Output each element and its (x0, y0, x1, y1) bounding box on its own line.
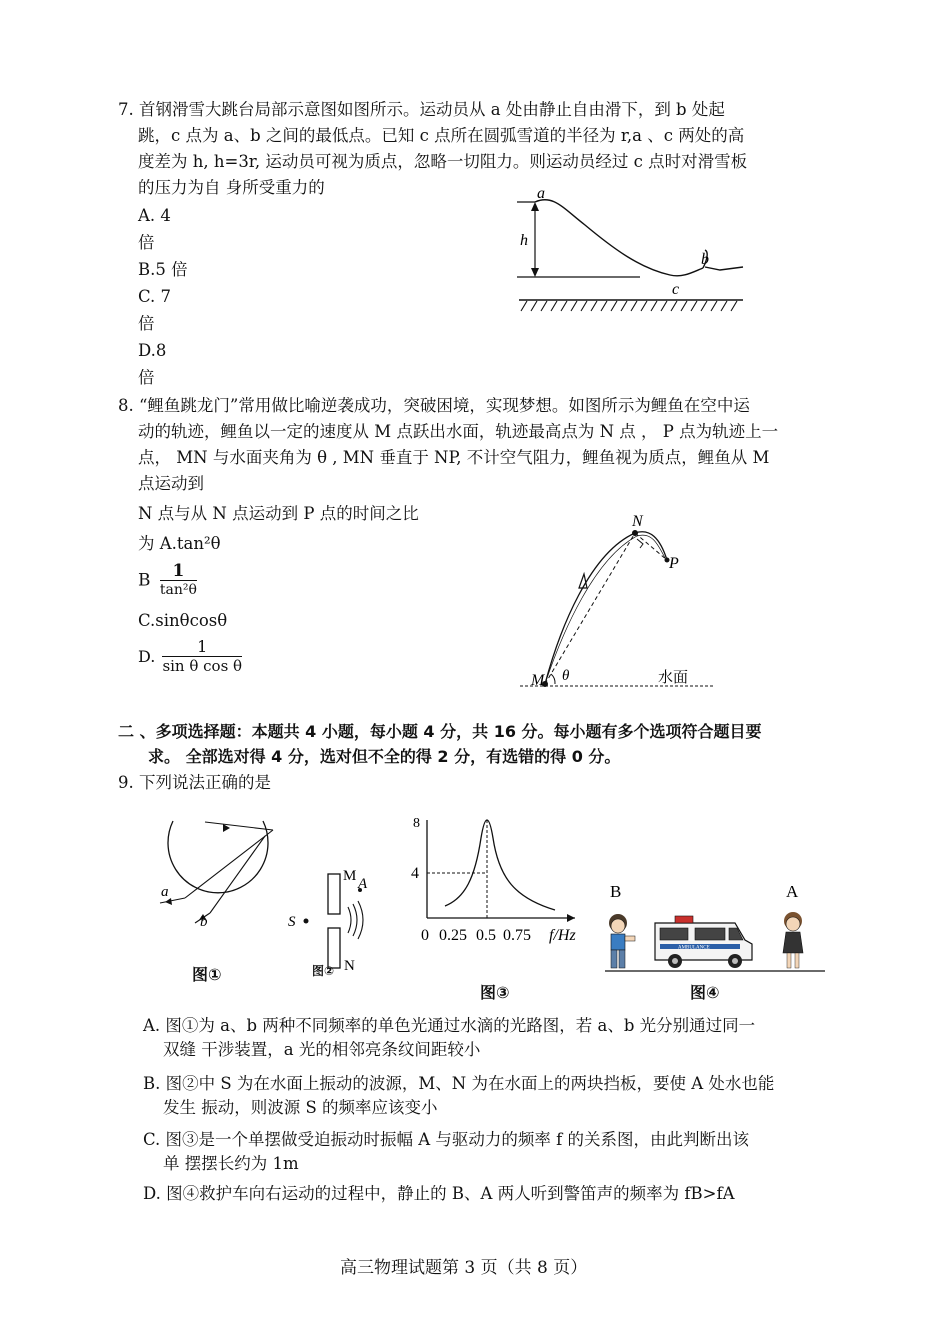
fig3-x-label-05: 0.5 (476, 927, 496, 944)
label-n: N (632, 513, 643, 530)
q7-option-d: D.8 (138, 341, 167, 360)
label-theta: θ (562, 668, 570, 684)
q9-option-c-line-2: 单 摆摆长约为 1m (163, 1154, 299, 1173)
q8-line-2: 动的轨迹，鲤鱼以一定的速度从 M 点跃出水面，轨迹最高点为 N 点 ， P 点为轨迹上一 (138, 422, 779, 441)
q9-option-b-line-1: B. 图②中 S 为在水面上振动的波源，M、N 为在水面上的两块挡板，要使 A 处水也能 (143, 1074, 775, 1093)
label-h: h (520, 232, 528, 249)
q7-option-a: A. 4 (138, 206, 171, 225)
q9-option-a-line-2: 双缝 干涉装置，a 光的相邻亮条纹间距较小 (163, 1040, 481, 1059)
label-water-surface: 水面 (658, 670, 689, 686)
page-footer: 高三物理试题第 3 页（共 8 页） (340, 1258, 588, 1278)
q7-line-4: 的压力为自 身所受重力的 (138, 178, 325, 197)
q8-line-4: 点运动到 (138, 474, 204, 493)
q8-line-1: 8. “鲤鱼跳龙门”常用做比喻逆袭成功，突破困境，实现梦想。如图所示为鲤鱼在空中运 (118, 396, 750, 415)
fig1-label-b: b (200, 914, 208, 930)
q8-line-5: N 点与从 N 点运动到 P 点的时间之比 (138, 504, 419, 523)
ski-slope-figure (505, 180, 755, 315)
q8-option-b-denominator: tan²θ (159, 582, 197, 598)
figure-1-water-drop (155, 818, 280, 933)
q9-option-a-line-1: A. 图①为 a、b 两种不同频率的单色光通过水滴的光路图，若 a、b 光分别通过同一 (143, 1016, 756, 1035)
section2-line-2: 求。 全部选对得 4 分，选对但不全的得 2 分，有选错的得 0 分。 (148, 747, 621, 766)
fig3-y-label-8: 8 (413, 818, 420, 831)
label-b: b (701, 251, 709, 268)
figure-2-wave-barrier (282, 862, 382, 977)
q8-option-b (138, 562, 197, 599)
ambulance-text: AMBULANCE (678, 945, 710, 951)
person-a (783, 912, 803, 968)
carp-trajectory-figure (515, 508, 715, 693)
q8-option-d-denominator: sin θ cos θ (162, 657, 243, 675)
fig2-label-a: A (358, 876, 368, 892)
q8-line-3: 点， MN 与水面夹角为 θ , MN 垂直于 NP, 不计空气阻力，鲤鱼视为质点，鲤鱼从 M (138, 448, 770, 467)
q8-option-d-numerator: 1 (162, 638, 242, 657)
fig2-label-s: S (288, 914, 296, 930)
fig3-y-label-4: 4 (411, 865, 419, 882)
label-a: a (537, 185, 545, 202)
figure-3-resonance-curve (405, 818, 590, 948)
fig3-x-label-0: 0 (421, 927, 429, 944)
ambulance (655, 916, 752, 968)
label-m: M (531, 672, 545, 689)
q8-option-b-fraction (160, 562, 197, 599)
q9-stem: 9. 下列说法正确的是 (118, 773, 271, 792)
fig2-label-m: M (343, 868, 357, 884)
q8-option-d (138, 638, 242, 675)
q9-option-b-line-2: 发生 振动，则波源 S 的频率应该变小 (163, 1098, 438, 1117)
q7-line-3: 度差为 h, h=3r, 运动员可视为质点，忽略一切阻力。则运动员经过 c 点时对滑雪板 (138, 152, 748, 171)
figure-3-caption: 图③ (480, 983, 510, 1002)
q8-option-c: C.sinθcosθ (138, 611, 228, 630)
q8-option-d-fraction (162, 638, 242, 675)
q8-option-a: 为 A.tan²θ (138, 534, 221, 553)
q7-option-a-unit: 倍 (138, 233, 155, 252)
q8-option-b-letter: B (138, 570, 151, 591)
q7-option-c-unit: 倍 (138, 314, 155, 333)
q8-option-d-letter: D. (138, 647, 156, 666)
fig3-x-label-025: 0.25 (439, 927, 467, 944)
fig4-label-a: A (786, 882, 799, 901)
q9-option-d: D. 图④救护车向右运动的过程中，静止的 B、A 两人听到警笛声的频率为 fB>fA (143, 1184, 735, 1203)
section2-line-1: 二 、多项选择题：本题共 4 小题，每小题 4 分，共 16 分。每小题有多个选项符合题目要 (118, 722, 762, 741)
figure-4-ambulance-scene (600, 878, 830, 978)
fig3-x-label-075: 0.75 (503, 927, 531, 944)
fig3-x-axis-label: f/Hz (549, 927, 576, 944)
q7-line-2: 跳，c 点为 a、b 之间的最低点。已知 c 点所在圆弧雪道的半径为 r,a 、c 两处的高 (138, 126, 745, 145)
q7-option-c: C. 7 (138, 287, 172, 306)
fig4-label-b: B (610, 882, 622, 901)
q7-option-d-unit: 倍 (138, 368, 155, 387)
q7-line-1: 7. 首钢滑雪大跳台局部示意图如图所示。运动员从 a 处由静止自由滑下，到 b 处起 (118, 100, 725, 119)
q7-option-b: B.5 倍 (138, 260, 188, 279)
figure-1-caption: 图① (192, 965, 222, 984)
q9-option-c-line-1: C. 图③是一个单摆做受迫振动时振幅 A 与驱动力的频率 f 的关系图，由此判断出该 (143, 1130, 750, 1149)
label-c: c (672, 281, 680, 298)
fig2-label-n: N (344, 958, 355, 974)
person-b (609, 914, 635, 968)
figure-2-caption: 图② (312, 964, 335, 978)
label-p: P (669, 555, 679, 572)
figure-4-caption: 图④ (690, 983, 720, 1002)
fig1-label-a: a (161, 884, 169, 900)
q8-option-b-numerator: 1 (160, 562, 197, 581)
